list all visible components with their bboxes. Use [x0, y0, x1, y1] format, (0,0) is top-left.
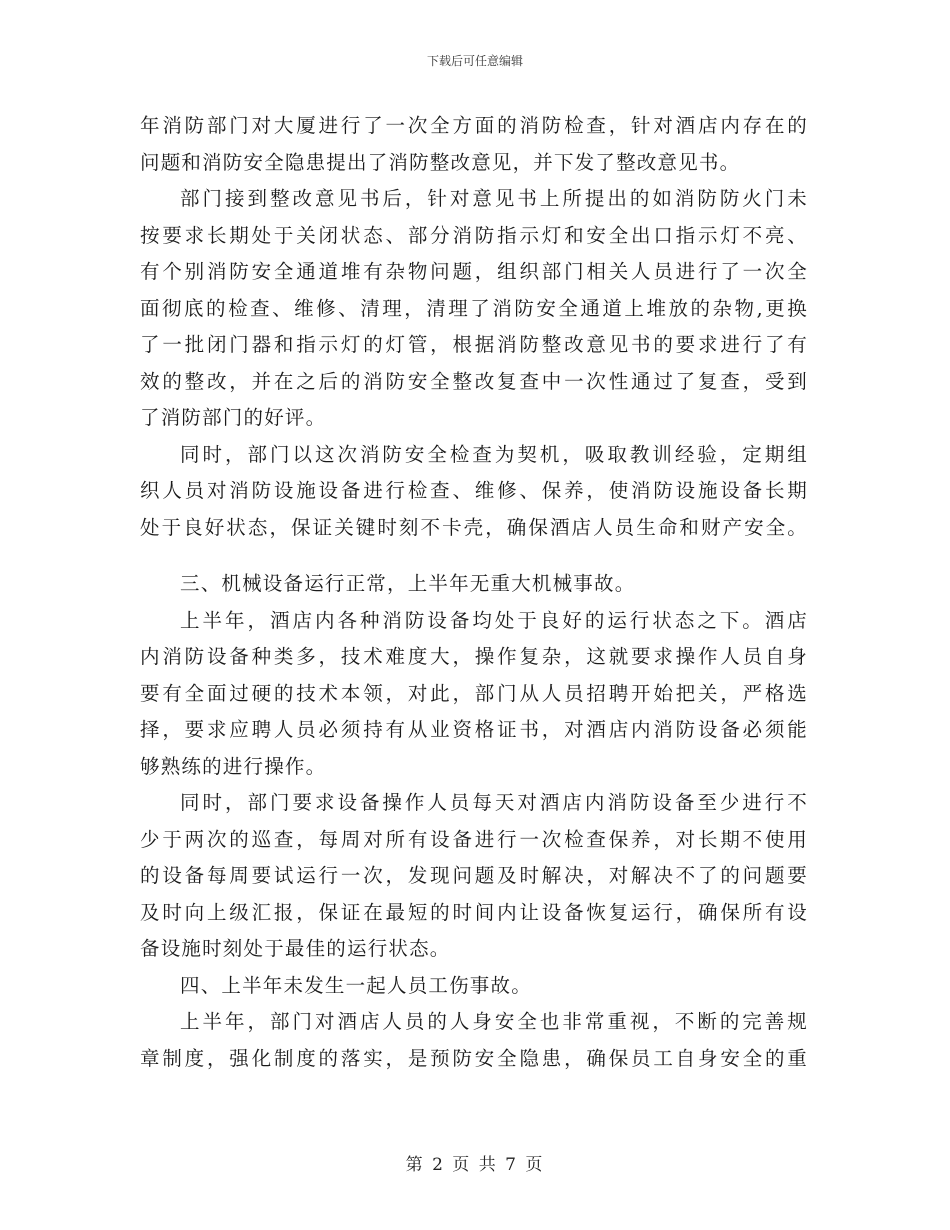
page-number: 第 2 页 共 7 页	[405, 1155, 545, 1175]
section-heading	[140, 968, 808, 1005]
paragraph	[140, 437, 808, 547]
text-line: 同时，部门以这次消防安全检查为契机，吸取教训经验，定期组	[180, 442, 808, 466]
text-line: 同时，部门要求设备操作人员每天对酒店内消防设备至少进行不	[180, 791, 808, 814]
document-body	[140, 108, 808, 1077]
text-line: 择，要求应聘人员必须持有从业资格证书，对酒店内消防设备必须能	[140, 718, 808, 741]
text-line: 的设备每周要试运行一次，发现问题及时解决，对解决不了的问题要	[140, 864, 808, 887]
text-line: 四、上半年未发生一起人员工伤事故。	[180, 973, 532, 997]
paragraph-spacer	[140, 546, 808, 566]
text-line: 了消防部门的好评。	[140, 406, 327, 429]
paragraph	[140, 108, 808, 181]
page-header: 下载后可任意编辑	[426, 54, 523, 68]
text-line: 三、机械设备运行正常，上半年无重大机械事故。	[180, 572, 636, 595]
text-line: 上半年，酒店内各种消防设备均处于良好的运行状态之下。酒店	[180, 608, 808, 632]
text-line: 有个别消防安全通道堆有杂物问题，组织部门相关人员进行了一次全	[140, 260, 808, 283]
text-line: 年消防部门对大厦进行了一次全方面的消防检查，针对酒店内存在的	[140, 114, 808, 137]
text-line: 按要求长期处于关闭状态、部分消防指示灯和安全出口指示灯不亮、	[140, 223, 808, 247]
section-heading	[140, 566, 808, 603]
text-line: 及时向上级汇报，保证在最短的时间内让设备恢复运行，确保所有设	[140, 900, 808, 924]
text-line: 要有全面过硬的技术本领，对此，部门从人员招聘开始把关，严格选	[140, 681, 808, 705]
text-line: 够熟练的进行操作。	[140, 754, 327, 778]
text-line: 部门接到整改意见书后，针对意见书上所提出的如消防防火门未	[180, 187, 808, 210]
text-line: 备设施时刻处于最佳的运行状态。	[140, 937, 451, 960]
text-line: 了一批闭门器和指示灯的灯管，根据消防整改意见书的要求进行了有	[140, 333, 808, 356]
text-line: 织人员对消防设施设备进行检查、维修、保养，使消防设施设备长期	[140, 479, 808, 502]
text-line: 问题和消防安全隐患提出了消防整改意见，并下发了整改意见书。	[140, 150, 741, 174]
text-line: 处于良好状态，保证关键时刻不卡壳，确保酒店人员生命和财产安全。	[140, 515, 808, 539]
text-line: 效的整改，并在之后的消防安全整改复查中一次性通过了复查，受到	[140, 369, 808, 393]
paragraph	[140, 1004, 808, 1077]
text-line: 上半年，部门对酒店人员的人身安全也非常重视，不断的完善规	[180, 1010, 808, 1033]
text-line: 面彻底的检查、维修、清理，清理了消防安全通道上堆放的杂物,更换	[140, 296, 808, 320]
text-line: 少于两次的巡查，每周对所有设备进行一次检查保养，对长期不使用	[140, 827, 808, 851]
text-line: 内消防设备种类多，技术难度大，操作复杂，这就要求操作人员自身	[140, 645, 808, 668]
text-line: 章制度，强化制度的落实，是预防安全隐患，确保员工自身安全的重	[140, 1046, 808, 1070]
paragraph	[140, 181, 808, 437]
paragraph	[140, 603, 808, 786]
paragraph	[140, 785, 808, 968]
